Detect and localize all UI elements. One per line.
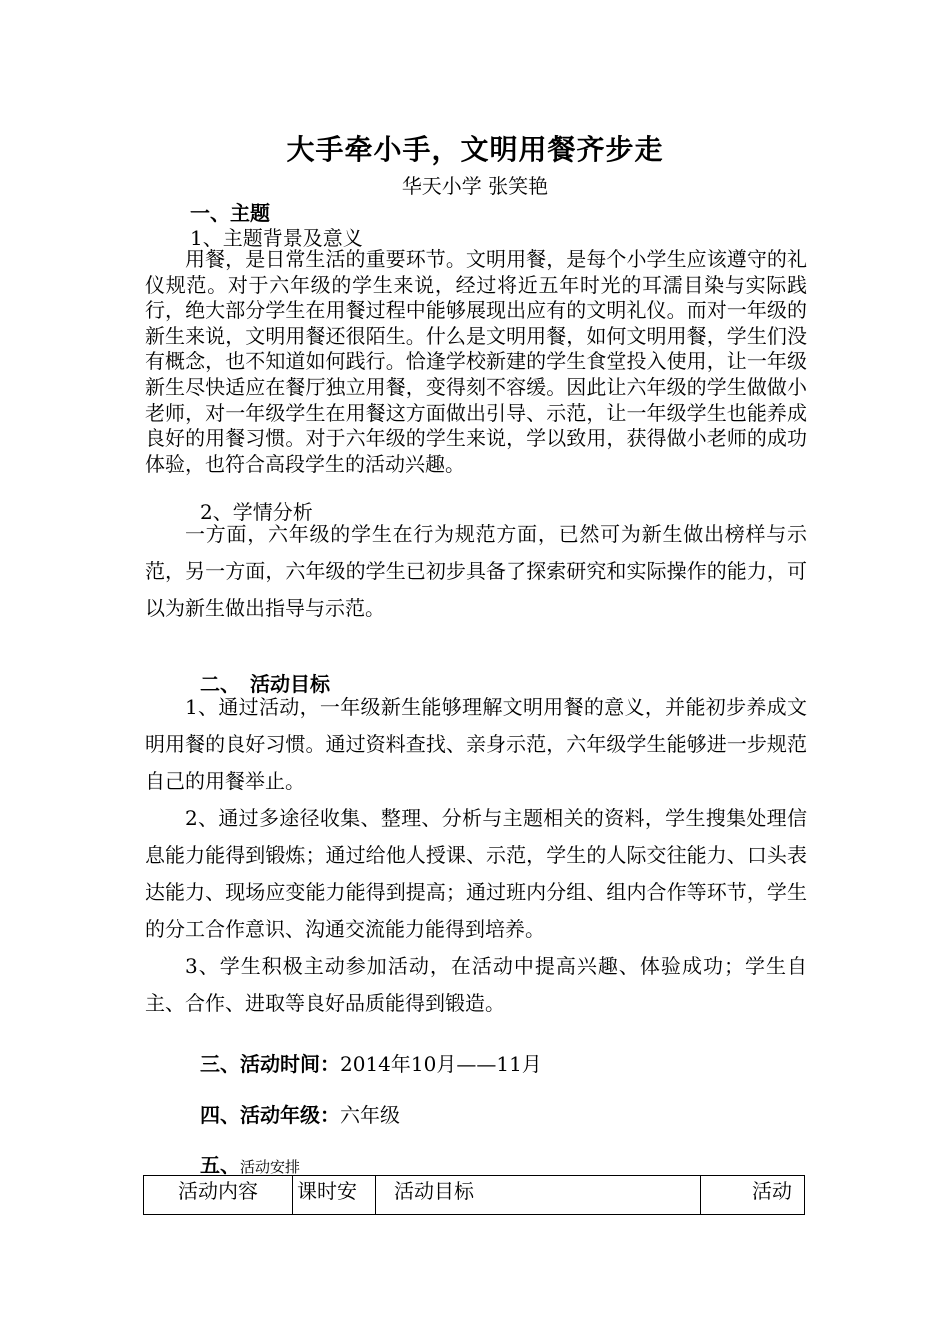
activity-schedule-table — [143, 1175, 805, 1215]
table-header-cell: 活动目标 — [376, 1176, 701, 1215]
table-header-row — [144, 1176, 805, 1215]
section-1-paragraph-2: 一方面，六年级的学生在行为规范方面，已然可为新生做出榜样与示范，另一方面，六年级的学生已初步具备了探索研究和实际操作的能力，可以为新生做出指导与示范。 — [145, 522, 807, 620]
goal-3-paragraph: 3、学生积极主动参加活动，在活动中提高兴趣、体验成功；学生自主、合作、进取等良好品质能得到锻造。 — [145, 954, 807, 1015]
document-title: 大手牵小手，文明用餐齐步走 — [286, 133, 664, 166]
author-line: 华天小学 张笑艳 — [401, 174, 549, 198]
activity-grade-value: 六年级 — [340, 1103, 400, 1127]
section-3-line — [200, 1049, 542, 1079]
table-header-cell: 活动 — [701, 1176, 805, 1215]
activity-time-value: 2014年10月——11月 — [340, 1052, 542, 1076]
table-header-cell: 课时安 — [293, 1176, 376, 1215]
section-1-sub-2: 2、学情分析 — [200, 500, 313, 524]
section-1-sub-1: 1、主题背景及意义 — [190, 226, 363, 250]
table-header-cell: 活动内容 — [144, 1176, 293, 1215]
section-5-label: 活动安排 — [240, 1158, 301, 1176]
section-1-paragraph-1: 用餐，是日常生活的重要环节。文明用餐，是每个小学生应该遵守的礼仪规范。对于六年级的学生来说，经过将近五年时光的耳濡目染与实际践行，绝大部分学生在用餐过程中能够展现出应有的文明礼仪。而对一年级的新生来说，文明用餐还很陌生。什么是文明用餐，如何文明用餐，学生们没有概念，也不知道如何践行。恰逢学校新建的学生食堂投入使用，让一年级新生尽快适应在餐厅独立用餐，变得刻不容缓。因此让六年级的学生做做小老师，对一年级学生在用餐这方面做出引导、示范，让一年级学生也能养成良好的用餐习惯。对于六年级的学生来说，学以致用，获得做小老师的成功体验，也符合高段学生的活动兴趣。 — [145, 247, 807, 476]
goal-2-paragraph: 2、通过多途径收集、整理、分析与主题相关的资料，学生搜集处理信息能力能得到锻炼；通过给他人授课、示范，学生的人际交往能力、口头表达能力、现场应变能力能得到提高；通过班内分组、组内合作等环节，学生的分工合作意识、沟通交流能力能得到培养。 — [145, 806, 807, 941]
section-5-heading: 五、 — [200, 1153, 240, 1177]
goal-1-paragraph: 1、通过活动，一年级新生能够理解文明用餐的意义，并能初步养成文明用餐的良好习惯。通过资料查找、亲身示范，六年级学生能够进一步规范自己的用餐举止。 — [145, 695, 807, 793]
section-4-line — [200, 1100, 400, 1130]
section-4-heading: 四、活动年级： — [200, 1103, 340, 1127]
section-1-heading: 一、主题 — [190, 201, 270, 225]
section-2-heading: 二、 活动目标 — [200, 672, 330, 696]
section-3-heading: 三、活动时间： — [200, 1052, 340, 1076]
